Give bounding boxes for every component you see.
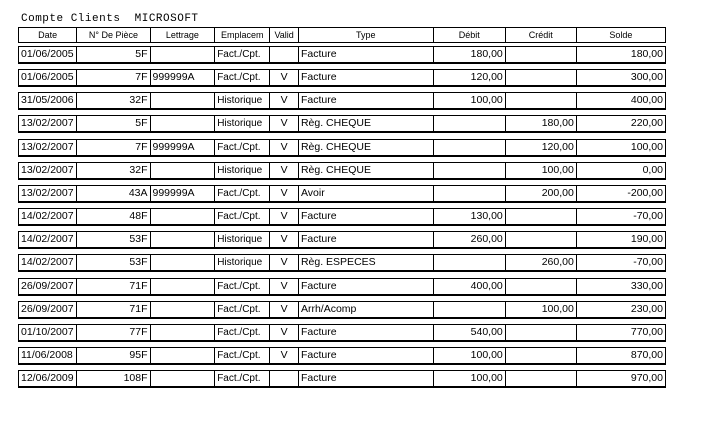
cell-type: Règ. CHEQUE	[298, 116, 433, 133]
cell-debit: 100,00	[433, 93, 505, 110]
cell-emplacement: Fact./Cpt.	[215, 302, 270, 319]
cell-emplacement: Fact./Cpt.	[215, 186, 270, 203]
cell-piece: 48F	[77, 209, 150, 226]
cell-piece: 71F	[77, 302, 150, 319]
cell-lettrage: 999999A	[150, 186, 215, 203]
column-header-date: Date	[19, 28, 77, 43]
cell-lettrage	[150, 47, 215, 64]
table-row	[18, 347, 666, 365]
cell-solde: -70,00	[576, 255, 665, 272]
cell-debit	[433, 186, 505, 203]
cell-credit	[505, 70, 576, 87]
cell-date: 26/09/2007	[19, 279, 77, 296]
cell-solde: 970,00	[576, 371, 665, 388]
cell-valid: V	[270, 116, 299, 133]
table-row	[18, 162, 666, 180]
cell-type: Règ. CHEQUE	[298, 140, 433, 157]
cell-lettrage	[150, 232, 215, 249]
cell-lettrage	[150, 325, 215, 342]
cell-piece: 71F	[77, 279, 150, 296]
table-row	[18, 92, 666, 110]
table-row	[18, 231, 666, 249]
cell-type: Facture	[298, 47, 433, 64]
cell-valid	[270, 371, 299, 388]
cell-valid: V	[270, 302, 299, 319]
cell-piece: 77F	[77, 325, 150, 342]
cell-emplacement: Fact./Cpt.	[215, 371, 270, 388]
cell-credit	[505, 47, 576, 64]
cell-solde: 190,00	[576, 232, 665, 249]
table-row	[18, 46, 666, 64]
cell-emplacement: Fact./Cpt.	[215, 70, 270, 87]
cell-solde: 0,00	[576, 163, 665, 180]
cell-credit	[505, 93, 576, 110]
cell-solde: 770,00	[576, 325, 665, 342]
cell-date: 14/02/2007	[19, 255, 77, 272]
cell-date: 31/05/2006	[19, 93, 77, 110]
column-header-debit: Débit	[433, 28, 505, 43]
cell-debit: 260,00	[433, 232, 505, 249]
cell-debit: 100,00	[433, 371, 505, 388]
cell-solde: 400,00	[576, 93, 665, 110]
cell-emplacement: Historique	[215, 116, 270, 133]
cell-solde: 180,00	[576, 47, 665, 64]
cell-solde: -200,00	[576, 186, 665, 203]
cell-date: 14/02/2007	[19, 232, 77, 249]
table-row	[18, 370, 666, 388]
cell-piece: 53F	[77, 232, 150, 249]
cell-date: 01/10/2007	[19, 325, 77, 342]
cell-debit	[433, 255, 505, 272]
cell-credit	[505, 232, 576, 249]
cell-type: Facture	[298, 279, 433, 296]
cell-type: Avoir	[298, 186, 433, 203]
cell-debit	[433, 163, 505, 180]
table-row	[18, 278, 666, 296]
cell-debit	[433, 302, 505, 319]
cell-credit	[505, 279, 576, 296]
cell-emplacement: Fact./Cpt.	[215, 209, 270, 226]
cell-type: Facture	[298, 371, 433, 388]
report-title: Compte Clients MICROSOFT	[21, 13, 199, 25]
table-row	[18, 185, 666, 203]
cell-debit: 100,00	[433, 348, 505, 365]
cell-piece: 95F	[77, 348, 150, 365]
cell-type: Règ. ESPECES	[298, 255, 433, 272]
cell-date: 01/06/2005	[19, 47, 77, 64]
cell-type: Facture	[298, 70, 433, 87]
column-header-valid: Valid	[270, 28, 299, 43]
cell-date: 13/02/2007	[19, 140, 77, 157]
cell-solde: 330,00	[576, 279, 665, 296]
cell-piece: 5F	[77, 47, 150, 64]
cell-debit: 540,00	[433, 325, 505, 342]
cell-lettrage: 999999A	[150, 70, 215, 87]
cell-solde: 300,00	[576, 70, 665, 87]
column-header-piece: N° De Pièce	[77, 28, 150, 43]
cell-solde: -70,00	[576, 209, 665, 226]
column-header-solde: Solde	[576, 28, 665, 43]
cell-credit	[505, 371, 576, 388]
cell-solde: 220,00	[576, 116, 665, 133]
column-header-type: Type	[298, 28, 433, 43]
cell-date: 11/06/2008	[19, 348, 77, 365]
cell-solde: 230,00	[576, 302, 665, 319]
cell-valid: V	[270, 93, 299, 110]
cell-debit: 120,00	[433, 70, 505, 87]
cell-piece: 5F	[77, 116, 150, 133]
cell-valid: V	[270, 279, 299, 296]
cell-valid: V	[270, 209, 299, 226]
cell-emplacement: Fact./Cpt.	[215, 140, 270, 157]
cell-emplacement: Historique	[215, 93, 270, 110]
cell-date: 12/06/2009	[19, 371, 77, 388]
cell-type: Règ. CHEQUE	[298, 163, 433, 180]
cell-lettrage	[150, 255, 215, 272]
cell-emplacement: Historique	[215, 163, 270, 180]
cell-valid: V	[270, 325, 299, 342]
cell-date: 01/06/2005	[19, 70, 77, 87]
cell-emplacement: Fact./Cpt.	[215, 348, 270, 365]
cell-piece: 32F	[77, 163, 150, 180]
cell-credit	[505, 209, 576, 226]
cell-valid: V	[270, 70, 299, 87]
table-row	[18, 324, 666, 342]
cell-piece: 32F	[77, 93, 150, 110]
column-header-credit: Crédit	[505, 28, 576, 43]
cell-lettrage	[150, 348, 215, 365]
cell-piece: 7F	[77, 140, 150, 157]
cell-emplacement: Fact./Cpt.	[215, 279, 270, 296]
cell-valid	[270, 47, 299, 64]
cell-lettrage	[150, 116, 215, 133]
cell-piece: 108F	[77, 371, 150, 388]
table-row	[18, 115, 666, 133]
cell-type: Facture	[298, 232, 433, 249]
cell-date: 13/02/2007	[19, 186, 77, 203]
table-row	[18, 69, 666, 87]
table-row	[18, 139, 666, 157]
cell-lettrage	[150, 371, 215, 388]
cell-piece: 7F	[77, 70, 150, 87]
cell-valid: V	[270, 163, 299, 180]
cell-valid: V	[270, 348, 299, 365]
cell-type: Facture	[298, 209, 433, 226]
cell-date: 26/09/2007	[19, 302, 77, 319]
cell-emplacement: Historique	[215, 232, 270, 249]
cell-type: Facture	[298, 93, 433, 110]
cell-emplacement: Fact./Cpt.	[215, 325, 270, 342]
column-header-lettrage: Lettrage	[150, 28, 215, 43]
cell-piece: 43A	[77, 186, 150, 203]
cell-lettrage	[150, 209, 215, 226]
cell-credit	[505, 325, 576, 342]
cell-valid: V	[270, 140, 299, 157]
cell-piece: 53F	[77, 255, 150, 272]
table-row	[18, 208, 666, 226]
table-row	[18, 254, 666, 272]
cell-type: Facture	[298, 325, 433, 342]
cell-type: Arrh/Acomp	[298, 302, 433, 319]
cell-credit: 180,00	[505, 116, 576, 133]
cell-credit	[505, 348, 576, 365]
cell-debit	[433, 140, 505, 157]
cell-date: 13/02/2007	[19, 163, 77, 180]
cell-credit: 260,00	[505, 255, 576, 272]
cell-credit: 100,00	[505, 163, 576, 180]
cell-debit: 180,00	[433, 47, 505, 64]
column-header-row	[18, 27, 666, 43]
cell-valid: V	[270, 186, 299, 203]
cell-debit	[433, 116, 505, 133]
cell-type: Facture	[298, 348, 433, 365]
table-row	[18, 301, 666, 319]
cell-emplacement: Fact./Cpt.	[215, 47, 270, 64]
cell-credit: 200,00	[505, 186, 576, 203]
cell-credit: 100,00	[505, 302, 576, 319]
cell-solde: 870,00	[576, 348, 665, 365]
cell-lettrage	[150, 302, 215, 319]
cell-lettrage: 999999A	[150, 140, 215, 157]
cell-lettrage	[150, 163, 215, 180]
cell-valid: V	[270, 232, 299, 249]
cell-date: 14/02/2007	[19, 209, 77, 226]
cell-credit: 120,00	[505, 140, 576, 157]
cell-lettrage	[150, 93, 215, 110]
column-header-emplacement: Emplacem	[215, 28, 270, 43]
cell-emplacement: Historique	[215, 255, 270, 272]
cell-solde: 100,00	[576, 140, 665, 157]
cell-debit: 130,00	[433, 209, 505, 226]
cell-valid: V	[270, 255, 299, 272]
cell-date: 13/02/2007	[19, 116, 77, 133]
cell-lettrage	[150, 279, 215, 296]
cell-debit: 400,00	[433, 279, 505, 296]
